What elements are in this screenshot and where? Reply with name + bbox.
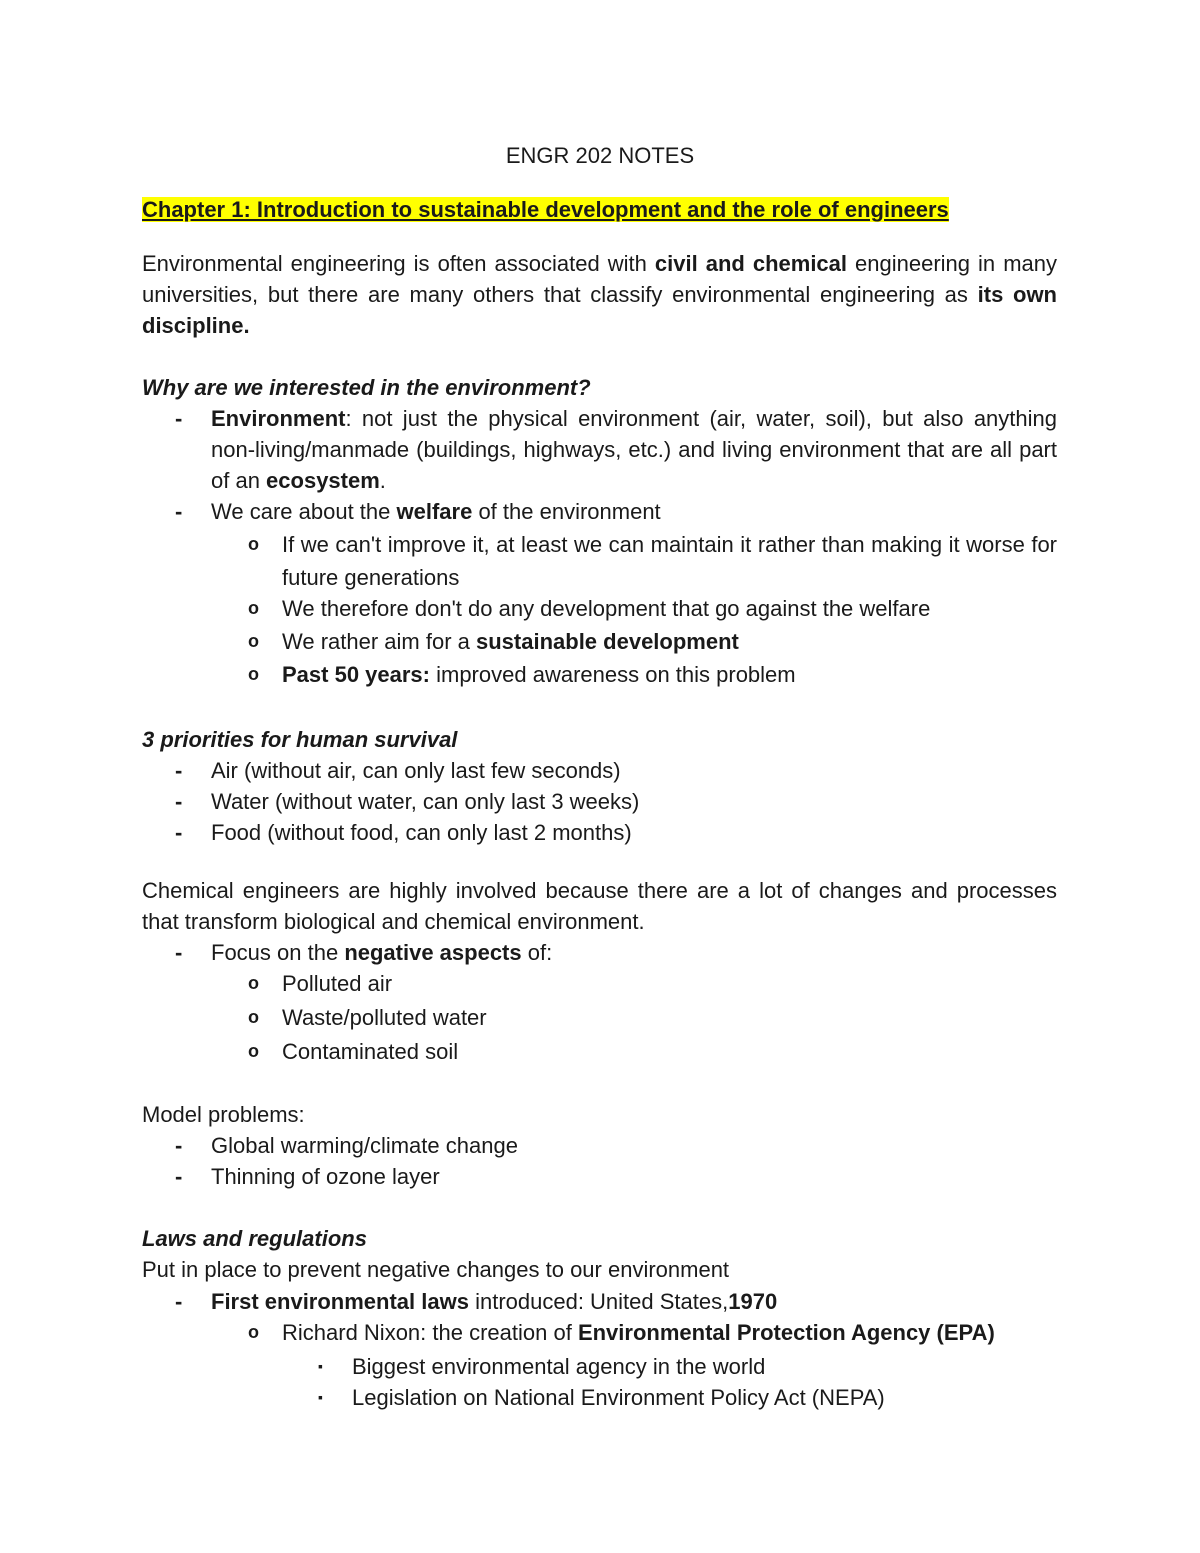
dash-bullet: - [175,1164,183,1189]
dash-bullet: - [175,499,183,524]
dash-bullet: - [175,758,183,783]
chapter-heading: Chapter 1: Introduction to sustainable development and the role of engineers [142,197,949,222]
circle-bullet: o [248,1041,259,1061]
model-problem-item: - Thinning of ozone layer [211,1161,1057,1192]
chemical-paragraph: Chemical engineers are highly involved because there are a lot of changes and processes that transform biological and chemical environment. [142,878,1057,934]
dash-bullet: - [175,940,183,965]
dash-bullet: - [175,406,183,431]
circle-bullet: o [248,598,259,618]
square-bullet: ▪ [318,1389,323,1405]
priority-item: - Water (without water, can only last 3 weeks) [211,786,1057,817]
focus-bullet: - Focus on the negative aspects of: [211,937,1057,968]
circle-bullet: o [248,1007,259,1027]
why-heading: Why are we interested in the environment? [142,375,591,400]
circle-bullet: o [248,664,259,684]
epa-item: ▪ Legislation on National Environment Policy Act (NEPA) [352,1382,1057,1413]
priorities-heading: 3 priorities for human survival [142,727,458,752]
document-title: ENGR 202 NOTES [505,143,695,168]
dash-bullet: - [175,789,183,814]
laws-heading: Laws and regulations [142,1226,367,1251]
circle-bullet: o [248,534,259,554]
priority-item: - Air (without air, can only last few seconds) [211,755,1057,786]
nixon-bullet: o Richard Nixon: the creation of Environmental Protection Agency (EPA) [282,1317,1057,1348]
negative-aspect-item: o Waste/polluted water [282,1002,1057,1033]
circle-bullet: o [248,631,259,651]
welfare-sub-2: o We therefore don't do any development that go against the welfare [282,593,1057,624]
dash-bullet: - [175,820,183,845]
dash-bullet: - [175,1133,183,1158]
laws-intro: Put in place to prevent negative changes to our environment [142,1257,730,1282]
environment-bullet: - Environment: not just the physical environment (air, water, soil), but also anything non-living/manmade (buildings, highways, etc.) and living environment that are all part of an ecosystem. [211,403,1057,496]
negative-aspect-item: o Contaminated soil [282,1036,1057,1067]
epa-item: ▪ Biggest environmental agency in the world [352,1351,1057,1382]
dash-bullet: - [175,1289,183,1314]
first-laws-bullet: - First environmental laws introduced: United States,1970 [211,1286,1057,1317]
circle-bullet: o [248,973,259,993]
model-problem-item: - Global warming/climate change [211,1130,1057,1161]
welfare-sub-3: o We rather aim for a sustainable development [282,626,1057,657]
negative-aspect-item: o Polluted air [282,968,1057,999]
circle-bullet: o [248,1322,259,1342]
welfare-sub-1: o If we can't improve it, at least we can maintain it rather than making it worse for future generations [282,528,1057,594]
welfare-sub-4: o Past 50 years: improved awareness on this problem [282,659,1057,690]
square-bullet: ▪ [318,1358,323,1374]
intro-paragraph: Environmental engineering is often associated with civil and chemical engineering in many universities, but there are many others that classify environmental engineering as its own discipline. [142,251,1057,338]
welfare-bullet: - We care about the welfare of the environment [211,496,1057,527]
model-problems-label: Model problems: [142,1102,305,1127]
priority-item: - Food (without food, can only last 2 months) [211,817,1057,848]
